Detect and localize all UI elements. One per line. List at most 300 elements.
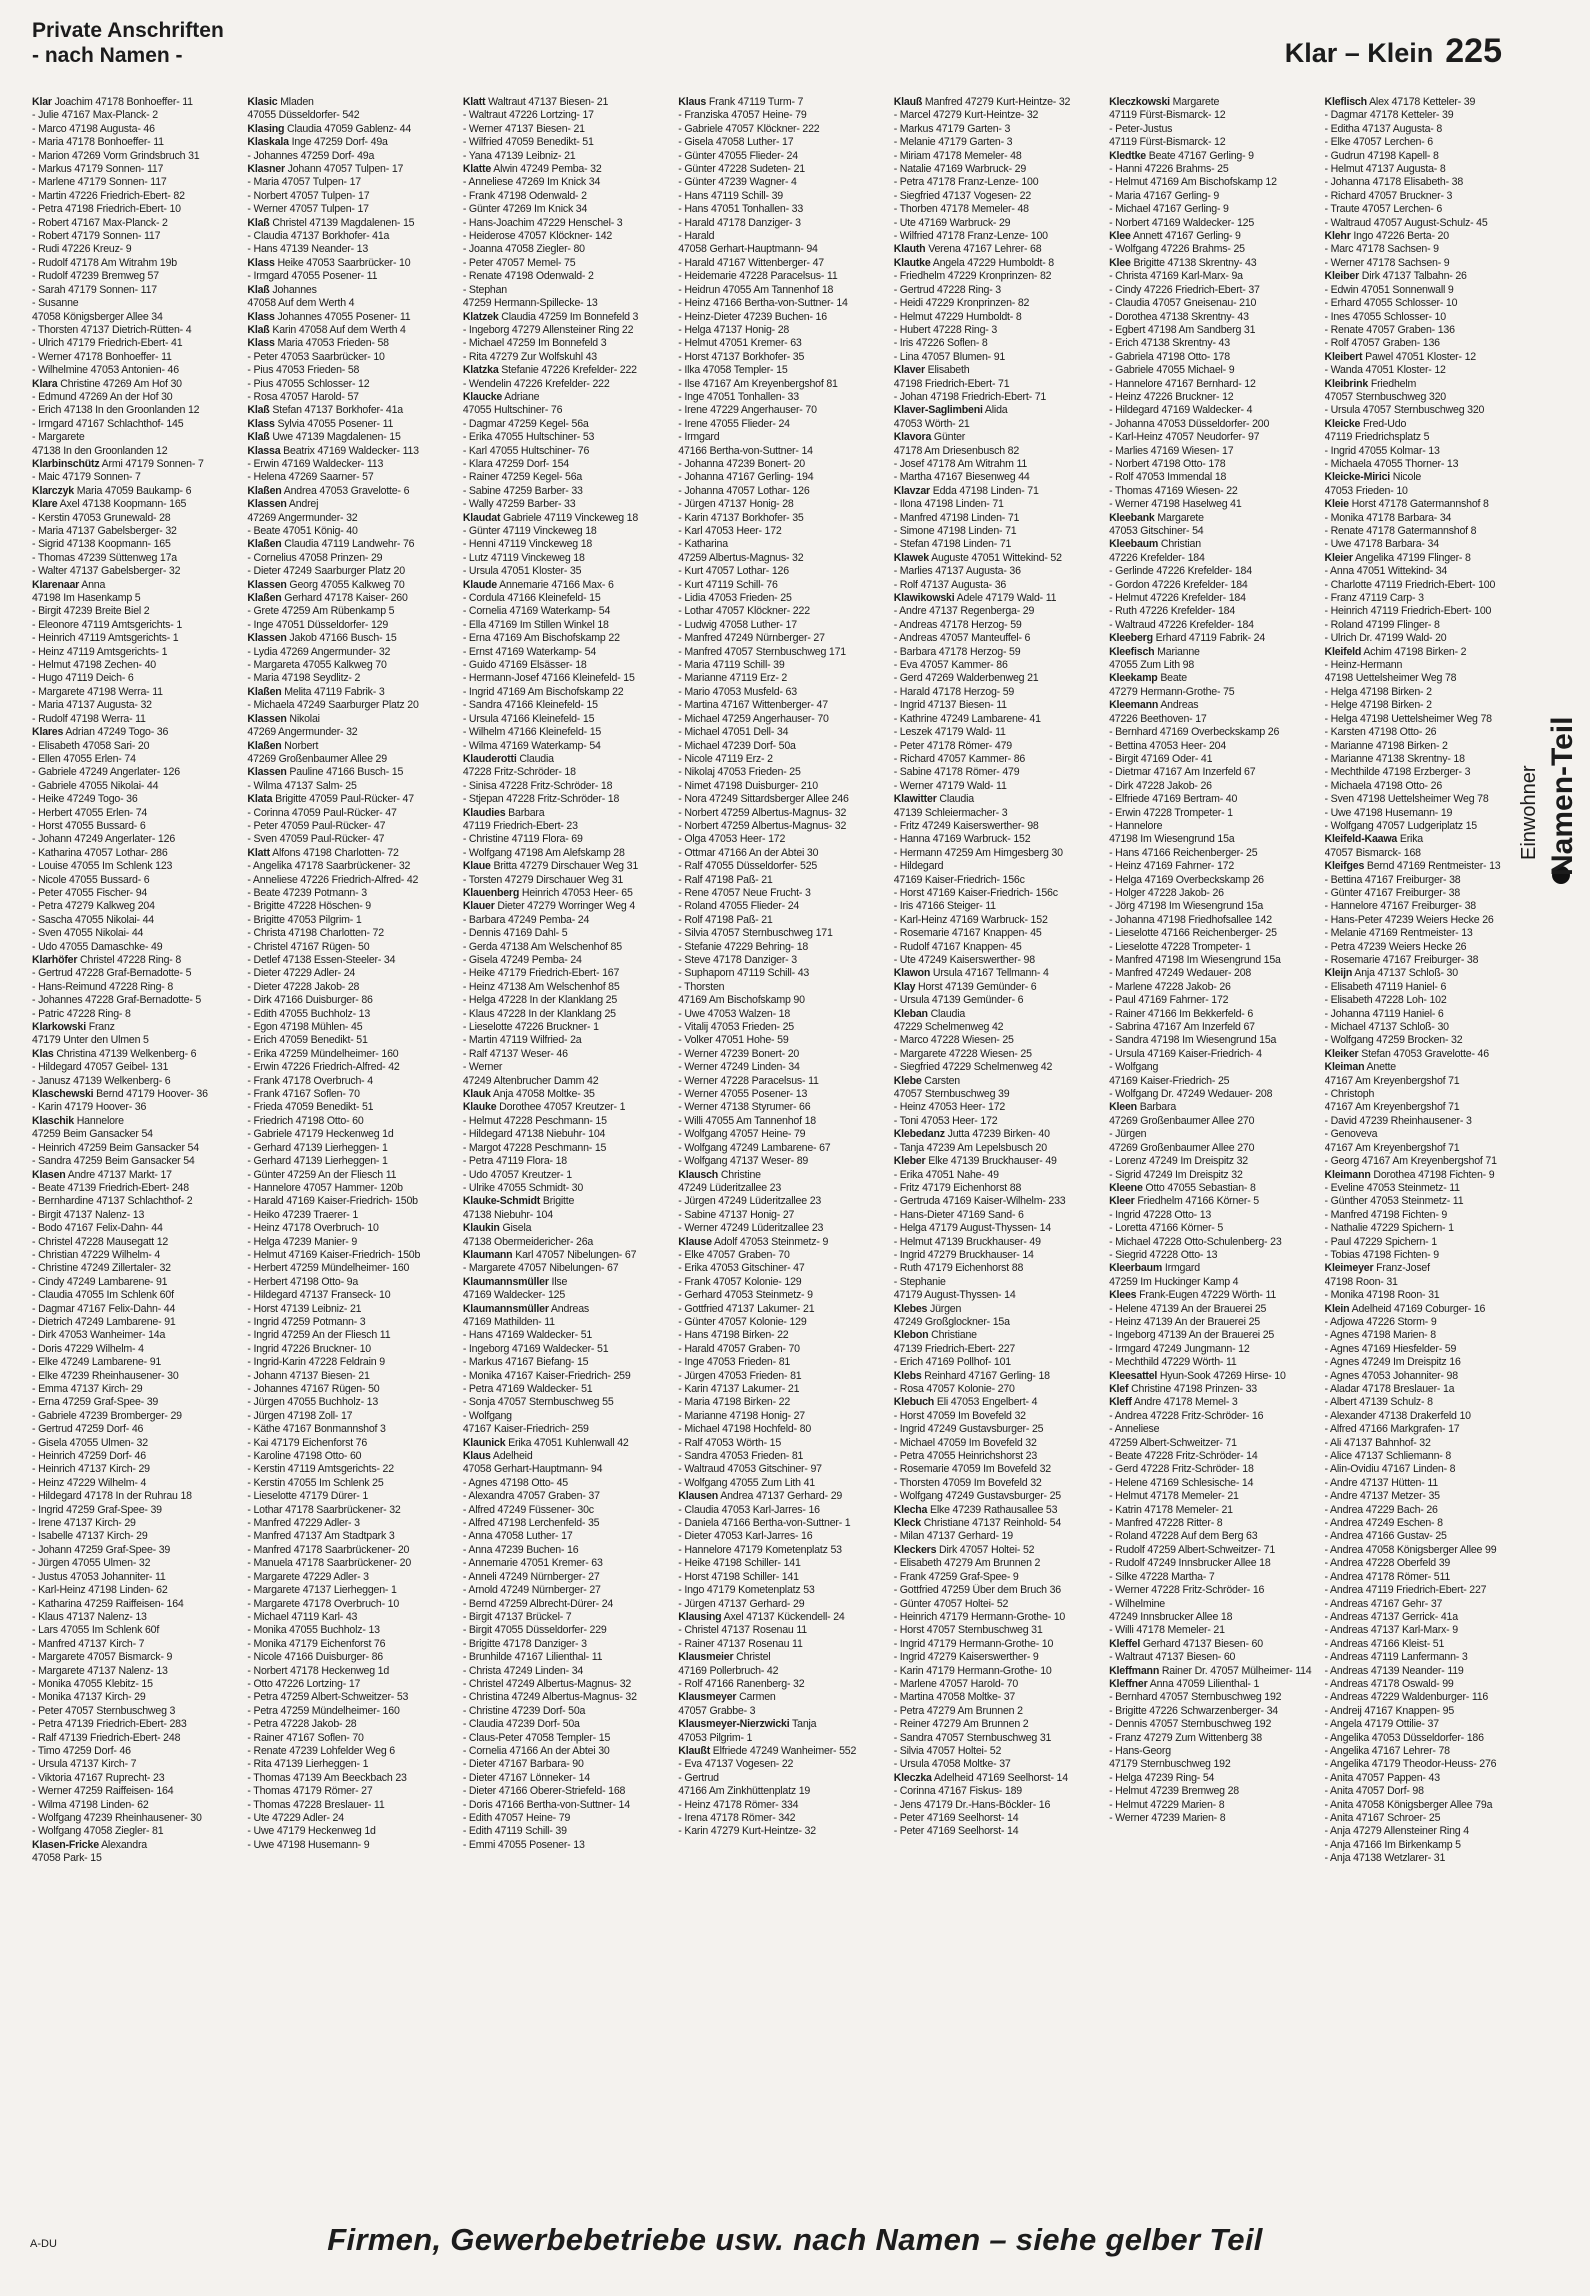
- directory-entry: [678, 1557, 885, 1570]
- directory-entry: [463, 458, 670, 471]
- surname: Klares: [32, 726, 64, 739]
- directory-entry: [1109, 525, 1316, 538]
- directory-entry: [32, 1048, 239, 1061]
- entry-details: - Günter 47228 Sudeten- 21: [678, 163, 805, 176]
- directory-entry: [1325, 1825, 1532, 1838]
- entry-details: - Helmut 47178 Memeler- 21: [1109, 1490, 1239, 1503]
- entry-details: 47119 Friedrichsplatz 5: [1324, 431, 1430, 444]
- directory-entry: [678, 1021, 885, 1034]
- directory-entry: [1109, 579, 1316, 592]
- entry-details: - Margarete 47057 Bismarck- 9: [32, 1651, 173, 1664]
- entry-details: - Dirk 47053 Wanheimer- 14a: [32, 1329, 166, 1342]
- directory-entry: [463, 1718, 670, 1731]
- entry-details: 47167 Am Kreyenbergshof 71: [1324, 1141, 1460, 1154]
- directory-entry: [1109, 1195, 1316, 1208]
- directory-entry: [463, 418, 670, 431]
- entry-details: - Helga 47239 Ring- 54: [1109, 1771, 1215, 1784]
- entry-details: Dorothea 47198 Fichten- 9: [1373, 1168, 1495, 1181]
- entry-details: - Thomas 47228 Breslauer- 11: [247, 1798, 385, 1811]
- directory-entry: [678, 954, 885, 967]
- directory-entry: [247, 445, 454, 458]
- directory-entry: [1325, 1155, 1532, 1168]
- entry-details: - Torsten 47279 Dirschauer Weg 31: [462, 873, 624, 886]
- entry-details: Bernd 47169 Rentmeister- 13: [1366, 860, 1501, 873]
- directory-entry: [1325, 538, 1532, 551]
- directory-entry: [32, 1825, 239, 1838]
- directory-entry: [678, 96, 885, 109]
- directory-entry: [1109, 1544, 1316, 1557]
- entry-details: - Hans-Dieter 47169 Sand- 6: [893, 1208, 1024, 1221]
- entry-details: - Brigitte 47226 Schwarzenberger- 34: [1109, 1704, 1278, 1717]
- entry-details: - Wolfgang: [1109, 1061, 1159, 1074]
- entry-details: - Michael 47119 Karl- 43: [247, 1610, 358, 1623]
- directory-entry: [463, 605, 670, 618]
- entry-details: - Werner 47228 Fritz-Schröder- 16: [1109, 1584, 1265, 1597]
- entry-details: - Claus-Peter 47058 Templer- 15: [462, 1731, 611, 1744]
- directory-entry: [1109, 1732, 1316, 1745]
- directory-entry: [463, 1329, 670, 1342]
- directory-entry: [247, 1517, 454, 1530]
- entry-details: - Thomas 47179 Römer- 27: [247, 1785, 373, 1798]
- surname: Klaß: [247, 283, 270, 296]
- directory-entry: [678, 994, 885, 1007]
- entry-details: - Doris 47166 Bertha-von-Suttner- 14: [462, 1798, 630, 1811]
- directory-entry: [247, 1598, 454, 1611]
- directory-entry: [1325, 1128, 1532, 1141]
- entry-details: Elisabeth: [927, 364, 970, 377]
- entry-details: - Werner 47178 Sachsen- 9: [1324, 256, 1450, 269]
- directory-entry: [678, 1075, 885, 1088]
- entry-details: 47249 Innsbrucker Allee 18: [1109, 1610, 1233, 1623]
- entry-details: - Helmut 47169 Kaiser-Friedrich- 150b: [247, 1248, 421, 1261]
- directory-entry: [678, 1182, 885, 1195]
- entry-details: Alexandra: [101, 1838, 147, 1851]
- entry-details: - Kurt 47057 Lothar- 126: [678, 565, 789, 578]
- directory-entry: [1325, 579, 1532, 592]
- entry-details: - Johanna 47178 Elisabeth- 38: [1324, 176, 1464, 189]
- entry-details: - Horst 47169 Kaiser-Friedrich- 156c: [893, 886, 1058, 899]
- directory-entry: [1109, 1638, 1316, 1651]
- directory-entry: [463, 1088, 670, 1101]
- entry-details: - Andreas 47137 Gerrick- 41a: [1324, 1610, 1458, 1623]
- entry-details: - Pius 47055 Schlosser- 12: [247, 377, 370, 390]
- directory-entry: [894, 833, 1101, 846]
- directory-entry: [463, 1008, 670, 1021]
- directory-entry: [894, 203, 1101, 216]
- directory-entry: [463, 1289, 670, 1302]
- directory-entry: [32, 1101, 239, 1114]
- directory-entry: [463, 1490, 670, 1503]
- entry-details: - Wolfgang 47137 Weser- 89: [678, 1155, 809, 1168]
- entry-details: - Hanni 47226 Brahms- 25: [1109, 163, 1229, 176]
- entry-details: - Christel 47167 Rügen- 50: [247, 940, 370, 953]
- entry-details: - Rainer 47259 Kegel- 56a: [462, 471, 583, 484]
- entry-details: - Johannes 47259 Dorf- 49a: [247, 149, 375, 162]
- entry-details: - Elisabeth 47228 Loh- 102: [1324, 994, 1447, 1007]
- directory-entry: [894, 445, 1101, 458]
- directory-entry: [1109, 860, 1316, 873]
- directory-entry: [894, 1651, 1101, 1664]
- directory-entry: [463, 900, 670, 913]
- directory-entry: [678, 190, 885, 203]
- directory-entry: [463, 1383, 670, 1396]
- directory-entry: [463, 284, 670, 297]
- entry-details: - Gottfried 47259 Über dem Bruch 36: [893, 1584, 1061, 1597]
- directory-entry: [32, 351, 239, 364]
- entry-details: - Gabriele 47057 Klöckner- 222: [678, 122, 820, 135]
- directory-entry: [247, 1383, 454, 1396]
- entry-details: - Kurt 47119 Schill- 76: [678, 578, 778, 591]
- entry-details: - Martha 47167 Biesenweg 44: [893, 471, 1030, 484]
- entry-details: - Harald: [678, 230, 715, 243]
- entry-details: - Karin 47137 Lakumer- 21: [678, 1383, 800, 1395]
- directory-entry: [1325, 1544, 1532, 1557]
- directory-entry: [894, 1638, 1101, 1651]
- entry-details: - Johanna 47239 Bonert- 20: [678, 457, 805, 470]
- directory-entry: [1325, 1329, 1532, 1342]
- directory-entry: [247, 109, 454, 122]
- entry-details: - Sandra 47259 Beim Gansacker 54: [32, 1155, 195, 1168]
- entry-details: - Ulrike 47055 Schmidt- 30: [462, 1181, 584, 1194]
- directory-entry: [678, 646, 885, 659]
- entry-details: - Agnes 47169 Hiesfelder- 59: [1324, 1342, 1457, 1355]
- surname: Kleemann: [1109, 699, 1159, 712]
- entry-details: - Sabine 47137 Honig- 27: [678, 1208, 795, 1221]
- entry-details: - Jörg 47198 Im Wiesengrund 15a: [1109, 900, 1264, 913]
- entry-details: Maria 47059 Baukamp- 6: [76, 484, 192, 497]
- directory-entry: [32, 1517, 239, 1530]
- entry-details: - Agnes 47198 Otto- 45: [462, 1476, 568, 1489]
- directory-entry: [1325, 860, 1532, 873]
- directory-entry: [247, 1329, 454, 1342]
- entry-details: - Heinz 47139 An der Brauerei 25: [1109, 1315, 1260, 1328]
- entry-details: Ursula 47167 Tellmann- 4: [932, 967, 1049, 980]
- entry-details: - Cornelius 47058 Prinzen- 29: [247, 551, 383, 564]
- entry-details: - Cindy 47226 Friedrich-Ebert- 37: [1109, 283, 1260, 296]
- entry-details: - Birgit 47137 Brückel- 7: [462, 1610, 572, 1623]
- entry-details: - Werner 47249 Lüderitzallee 23: [678, 1222, 824, 1235]
- entry-details: - Ellen 47055 Erlen- 74: [32, 752, 136, 765]
- directory-entry: [463, 1021, 670, 1034]
- entry-details: - Ralf 47139 Friedrich-Ebert- 248: [32, 1731, 181, 1744]
- directory-entry: [1325, 1611, 1532, 1624]
- surname: Klawikowski: [893, 592, 955, 605]
- entry-details: Otto 47055 Sebastian- 8: [1145, 1181, 1256, 1194]
- entry-details: - Hannelore 47167 Bernhard- 12: [1109, 377, 1256, 390]
- directory-entry: [894, 1236, 1101, 1249]
- directory-entry: [894, 887, 1101, 900]
- directory-entry: [1325, 1651, 1532, 1664]
- directory-entry: [1109, 1665, 1316, 1678]
- directory-entry: [1109, 927, 1316, 940]
- directory-entry: [247, 1490, 454, 1503]
- directory-entry: [1325, 592, 1532, 605]
- directory-entry: [32, 404, 239, 417]
- entry-details: - Peter 47057 Sternbuschweg 3: [32, 1704, 176, 1717]
- entry-details: Karl 47057 Nibelungen- 67: [515, 1248, 637, 1261]
- directory-entry: [463, 552, 670, 565]
- surname: Kleebank: [1109, 511, 1155, 524]
- directory-entry: [1109, 391, 1316, 404]
- entry-details: Brigitte 47138 Skrentny- 43: [1133, 256, 1257, 269]
- entry-details: Johannes 47055 Posener- 11: [277, 310, 411, 323]
- entry-details: - Heinz 47166 Bertha-von-Suttner- 14: [678, 297, 848, 310]
- directory-entry: [678, 1088, 885, 1101]
- directory-entry: [1325, 1598, 1532, 1611]
- entry-details: - Margarete 47137 Nalenz- 13: [32, 1664, 168, 1677]
- entry-details: - Margot 47228 Peschmann- 15: [462, 1141, 607, 1154]
- directory-entry: [894, 109, 1101, 122]
- directory-entry: [1325, 1584, 1532, 1597]
- directory-entry: [678, 793, 885, 806]
- directory-entry: [32, 391, 239, 404]
- directory-entry: [1325, 927, 1532, 940]
- entry-details: Beate 47167 Gerling- 9: [1148, 149, 1254, 162]
- entry-details: - Wolfgang 47057 Heine- 79: [678, 1128, 806, 1141]
- entry-details: - Rainer 47167 Soflen- 70: [247, 1731, 364, 1744]
- directory-entry: [1109, 1477, 1316, 1490]
- entry-details: - Markus 47167 Biefang- 15: [462, 1356, 589, 1369]
- directory-entry: [1109, 1611, 1316, 1624]
- directory-entry: [678, 418, 885, 431]
- surname: Klatt: [247, 846, 270, 859]
- directory-entry: [463, 1758, 670, 1771]
- entry-details: - Gabriele 47179 Heckenweg 1d: [247, 1128, 394, 1141]
- surname: Klasen: [32, 1168, 66, 1181]
- directory-entry: [1109, 1061, 1316, 1074]
- entry-details: - Werner 47198 Haselweg 41: [1109, 498, 1242, 511]
- directory-entry: [678, 1209, 885, 1222]
- entry-details: - Rudolf 47259 Albert-Schweitzer- 71: [1109, 1543, 1276, 1556]
- entry-details: - Peter 47169 Seelhorst- 14: [893, 1825, 1019, 1838]
- directory-entry: [247, 1222, 454, 1235]
- entry-details: - Ingrid 47249 Gustavsburger- 25: [893, 1423, 1044, 1436]
- directory-entry: [678, 1410, 885, 1423]
- directory-entry: [463, 753, 670, 766]
- entry-details: - Andrea 47228 Oberfeld 39: [1324, 1557, 1451, 1570]
- entry-details: - Helena 47269 Saarner- 57: [247, 471, 374, 484]
- entry-details: - Gisela 47055 Ulmen- 32: [32, 1436, 148, 1449]
- directory-entry: [678, 458, 885, 471]
- entry-details: - Andreas 47178 Herzog- 59: [893, 618, 1022, 631]
- entry-details: Armi 47179 Sonnen- 7: [101, 457, 204, 470]
- entry-details: - Udo 47057 Kreutzer- 1: [462, 1168, 572, 1181]
- directory-entry: [894, 1383, 1101, 1396]
- entry-details: - Richard 47057 Bruckner- 3: [1324, 189, 1453, 202]
- entry-details: - Ilka 47058 Templer- 15: [678, 364, 788, 377]
- entry-details: - Wolfgang 47226 Brahms- 25: [1109, 243, 1245, 256]
- directory-entry: [1325, 1557, 1532, 1570]
- directory-entry: [463, 1075, 670, 1088]
- entry-details: - Dorothea 47138 Skrentny- 43: [1109, 310, 1249, 323]
- surname: Klarbinschütz: [32, 457, 100, 470]
- entry-details: 47058 Königsberger Allee 34: [32, 310, 163, 323]
- directory-entry: [678, 713, 885, 726]
- entry-details: 47269 Großenbaumer Allee 270: [1109, 1114, 1255, 1127]
- directory-entry: [1325, 284, 1532, 297]
- directory-entry: [1325, 967, 1532, 980]
- entry-details: - Jürgen 47055 Ulmen- 32: [32, 1557, 151, 1570]
- directory-entry: [247, 619, 454, 632]
- directory-entry: [1109, 592, 1316, 605]
- entry-details: 47178 Am Driesenbusch 82: [893, 444, 1020, 457]
- entry-details: - Wolfgang 47055 Zum Lith 41: [678, 1476, 815, 1489]
- entry-details: - Karl-Heinz 47169 Warbruck- 152: [893, 913, 1048, 926]
- entry-details: - Erna 47169 Am Bischofskamp 22: [462, 632, 620, 645]
- directory-entry: [463, 1437, 670, 1450]
- directory-entry: [32, 297, 239, 310]
- entry-details: - Monika 47137 Kirch- 29: [32, 1691, 146, 1704]
- entry-details: - Manfred 47178 Saarbrückener- 20: [247, 1543, 410, 1556]
- directory-entry: [1325, 378, 1532, 391]
- surname: Klausmeier: [678, 1651, 734, 1664]
- entry-details: - Helga 47198 Uettelsheimer Weg 78: [1324, 712, 1492, 725]
- directory-entry: [247, 257, 454, 270]
- directory-entry: [1325, 1745, 1532, 1758]
- entry-details: - Karl 47055 Hultschiner- 76: [462, 444, 590, 457]
- entry-details: - Heiderose 47057 Klöckner- 142: [462, 230, 613, 243]
- directory-entry: [463, 96, 670, 109]
- entry-details: - Rolf 47166 Ranenberg- 32: [678, 1677, 805, 1690]
- entry-details: - Heinz 47119 Amtsgerichts- 1: [32, 645, 168, 658]
- directory-entry: [32, 1584, 239, 1597]
- entry-details: Horst 47139 Gemünder- 6: [918, 980, 1037, 993]
- entry-details: 47226 Krefelder- 184: [1109, 551, 1205, 564]
- directory-entry: [1325, 699, 1532, 712]
- entry-details: - Helmut 47229 Marien- 8: [1109, 1798, 1225, 1811]
- entry-details: 47138 In den Groonlanden 12: [32, 444, 168, 457]
- entry-details: - Andrea 47178 Römer- 511: [1324, 1570, 1451, 1583]
- entry-details: - Fritz 47249 Kaiserswerther- 98: [893, 819, 1039, 832]
- surname: Klauth: [893, 243, 926, 256]
- entry-details: - Margareta 47055 Kalkweg 70: [247, 659, 387, 672]
- entry-details: - Harald 47178 Herzog- 59: [893, 685, 1015, 698]
- directory-entry: [1109, 418, 1316, 431]
- directory-entry: [1109, 820, 1316, 833]
- directory-entry: [32, 1678, 239, 1691]
- directory-entry: [678, 900, 885, 913]
- directory-entry: [1109, 471, 1316, 484]
- directory-entry: [678, 1008, 885, 1021]
- entry-details: 47269 Großenbaumer Allee 270: [1109, 1141, 1255, 1154]
- entry-details: Margarete: [1172, 96, 1220, 108]
- entry-details: Dieter 47279 Worringer Weg 4: [497, 900, 636, 913]
- entry-details: - Erich 47138 In den Groonlanden 12: [32, 404, 200, 417]
- entry-details: 47166 Am Zinkhüttenplatz 19: [678, 1785, 811, 1798]
- directory-entry: [247, 994, 454, 1007]
- entry-details: - Lieselotte 47179 Dürer- 1: [247, 1490, 369, 1503]
- surname: Klar: [32, 96, 52, 108]
- surname: Klaudat: [462, 511, 501, 524]
- entry-details: - Sascha 47055 Nikolai- 44: [32, 913, 154, 926]
- entry-details: - Gottfried 47137 Lakumer- 21: [678, 1302, 815, 1315]
- surname: Klauß: [893, 96, 923, 108]
- entry-details: - Ralf 47137 Weser- 46: [462, 1047, 568, 1060]
- entry-details: - Lothar 47057 Klöckner- 222: [678, 605, 810, 618]
- entry-details: - Irmgard 47167 Schlachthof- 145: [32, 417, 184, 430]
- directory-entry: [678, 766, 885, 779]
- directory-entry: [1325, 1303, 1532, 1316]
- entry-details: - Traute 47057 Lerchen- 6: [1324, 203, 1443, 216]
- entry-details: - Emmi 47055 Posener- 13: [462, 1838, 585, 1851]
- entry-details: - Thomas 47139 Am Beeckbach 23: [247, 1771, 407, 1784]
- entry-details: - Gertruda 47169 Kaiser-Wilhelm- 233: [893, 1195, 1066, 1208]
- directory-entry: [32, 1396, 239, 1409]
- directory-entry: [247, 1718, 454, 1731]
- entry-details: Erika: [1399, 833, 1423, 846]
- directory-entry: [1109, 699, 1316, 712]
- entry-details: - Milan 47137 Gerhard- 19: [893, 1530, 1013, 1543]
- directory-entry: [894, 1410, 1101, 1423]
- directory-entry: [1109, 766, 1316, 779]
- entry-details: - Johannes 47167 Rügen- 50: [247, 1383, 380, 1395]
- directory-entry: [1325, 807, 1532, 820]
- directory-entry: [32, 686, 239, 699]
- directory-entry: [1109, 324, 1316, 337]
- entry-details: - Irene 47137 Kirch- 29: [32, 1517, 136, 1530]
- directory-entry: [894, 1691, 1101, 1704]
- entry-details: - Karl 47053 Heer- 172: [678, 525, 782, 537]
- directory-entry: [247, 740, 454, 753]
- directory-entry: [1109, 284, 1316, 297]
- directory-entry: [894, 1021, 1101, 1034]
- directory-entry: [247, 1504, 454, 1517]
- entry-details: - Johann 47137 Biesen- 21: [247, 1369, 370, 1382]
- directory-entry: [1109, 954, 1316, 967]
- entry-details: - Andrea 47166 Gustav- 25: [1324, 1530, 1447, 1543]
- directory-entry: [1325, 1356, 1532, 1369]
- entry-details: - Karl-Heinz 47198 Linden- 62: [32, 1584, 168, 1597]
- entry-details: 47169 Pollerbruch- 42: [678, 1664, 779, 1677]
- surname: Klaunick: [462, 1436, 506, 1449]
- surname: Klass: [247, 310, 275, 323]
- directory-entry: [247, 123, 454, 136]
- entry-details: 47198 Im Wiesengrund 15a: [1109, 833, 1235, 846]
- entry-details: - Erhard 47055 Schlosser- 10: [1324, 297, 1458, 310]
- entry-details: 47058 Park- 15: [32, 1852, 102, 1865]
- entry-details: - Patric 47228 Ring- 8: [32, 1007, 131, 1020]
- entry-details: - Peter 47055 Fischer- 94: [32, 886, 148, 899]
- entry-details: - Claudia 47055 Im Schlenk 60f: [32, 1289, 174, 1302]
- entry-details: - Martin 47119 Wilfried- 2a: [462, 1034, 582, 1047]
- entry-details: - Bernhard 47057 Sternbuschweg 192: [1109, 1691, 1282, 1704]
- directory-entry: [678, 1691, 885, 1704]
- directory-entry: [32, 1611, 239, 1624]
- directory-entry: [894, 136, 1101, 149]
- directory-entry: [894, 860, 1101, 873]
- directory-entry: [247, 1410, 454, 1423]
- entry-details: Manfred 47279 Kurt-Heintze- 32: [924, 96, 1071, 108]
- entry-details: - Franziska 47057 Heine- 79: [678, 109, 807, 122]
- entry-details: - Miriam 47178 Memeler- 48: [893, 149, 1022, 162]
- entry-details: - Manuela 47178 Saarbrückener- 20: [247, 1557, 412, 1570]
- entry-details: - Hildegard 47169 Waldecker- 4: [1109, 404, 1253, 417]
- surname: Kleffner: [1109, 1677, 1148, 1690]
- entry-details: - Marianne 47198 Birken- 2: [1324, 739, 1448, 752]
- entry-details: - Wolfgang 47198 Am Alefskamp 28: [462, 846, 625, 859]
- entry-details: - Andreas 47229 Waldenburger- 116: [1324, 1691, 1489, 1704]
- directory-entry: [678, 1236, 885, 1249]
- directory-entry: [463, 1691, 670, 1704]
- directory-entry: [32, 874, 239, 887]
- entry-details: - Dietmar 47167 Am Inzerfeld 67: [1109, 766, 1256, 779]
- directory-entry: [1325, 1343, 1532, 1356]
- directory-entry: [1109, 672, 1316, 685]
- entry-details: - Claudia 47239 Dorf- 50a: [462, 1718, 580, 1731]
- entry-details: - Jürgen 47053 Frieden- 81: [678, 1369, 802, 1382]
- directory-entry: [463, 713, 670, 726]
- directory-entry: [1325, 632, 1532, 645]
